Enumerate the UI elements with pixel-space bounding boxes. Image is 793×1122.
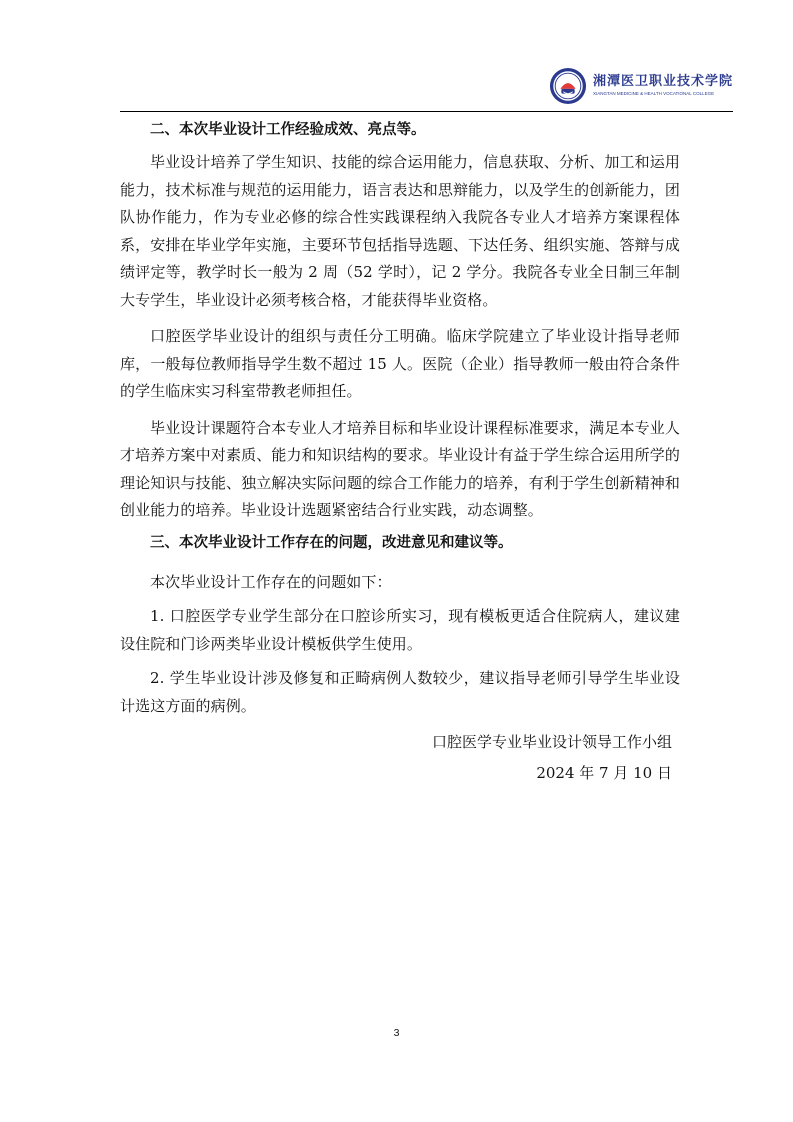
paragraph-4: 本次毕业设计工作存在的问题如下： (150, 572, 392, 591)
college-name-english: XIANGTAN MEDICINE & HEALTH VOCATIONAL COLLEGE (592, 91, 715, 97)
college-logo (549, 66, 733, 106)
page-header (120, 58, 733, 112)
section-heading-2: 二、本次毕业设计工作经验成效、亮点等。 (150, 122, 426, 138)
college-name (593, 75, 733, 97)
section-heading-3: 三、本次毕业设计工作存在的问题，改进意见和建议等。 (150, 534, 513, 551)
paragraph-3: 毕业设计课题符合本专业人才培养目标和毕业设计课程标准要求，满足本专业人才培养方案中对素质、能力和知识结构的要求。毕业设计有益于学生综合运用所学的理论知识与技能、独立解决实际问题的综合工作能力的培养，有利于学生创新精神和创业能力的培养。毕业设计选题紧密结合行业实践，动态调整。 (120, 418, 680, 519)
list-item-2: 2. 学生毕业设计涉及修复和正畸病例人数较少，建议指导老师引导学生毕业设计选这方面的病例。 (120, 669, 680, 715)
signature-date: 2024 年 7 月 10 日 (536, 764, 672, 782)
list-item-1: 1. 口腔医学专业学生部分在口腔诊所实习，现有模板更适合住院病人，建议建设住院和门诊两类毕业设计模板供学生使用。 (120, 607, 680, 653)
college-name-chinese: 湘潭医卫职业技术学院 (592, 74, 733, 90)
paragraph-2: 口腔医学毕业设计的组织与责任分工明确。临床学院建立了毕业设计指导老师库，一般每位教师指导学生数不超过 15 人。医院（企业）指导教师一般由符合条件的学生临床实习科室带教老师担任。 (120, 327, 680, 400)
college-seal-icon (549, 67, 587, 105)
page-number: 3 (393, 1027, 400, 1039)
paragraph-1: 毕业设计培养了学生知识、技能的综合运用能力，信息获取、分析、加工和运用能力，技术标准与规范的运用能力，语言表达和思辩能力，以及学生的创新能力，团队协作能力，作为专业必修的综合性实践课程纳入我院各专业人才培养方案课程体系，安排在毕业学年实施，主要环节包括指导选题、下达任务、组织实施、答辩与成绩评定等，教学时长一般为 2 周（52 学时），记 2 学分。我院各专业全日制三年制大专学生，毕业设计必须考核合格，才能获得毕业资格。 (120, 153, 680, 309)
signature-org: 口腔医学专业毕业设计领导工作小组 (431, 733, 672, 751)
document-body (120, 112, 680, 789)
